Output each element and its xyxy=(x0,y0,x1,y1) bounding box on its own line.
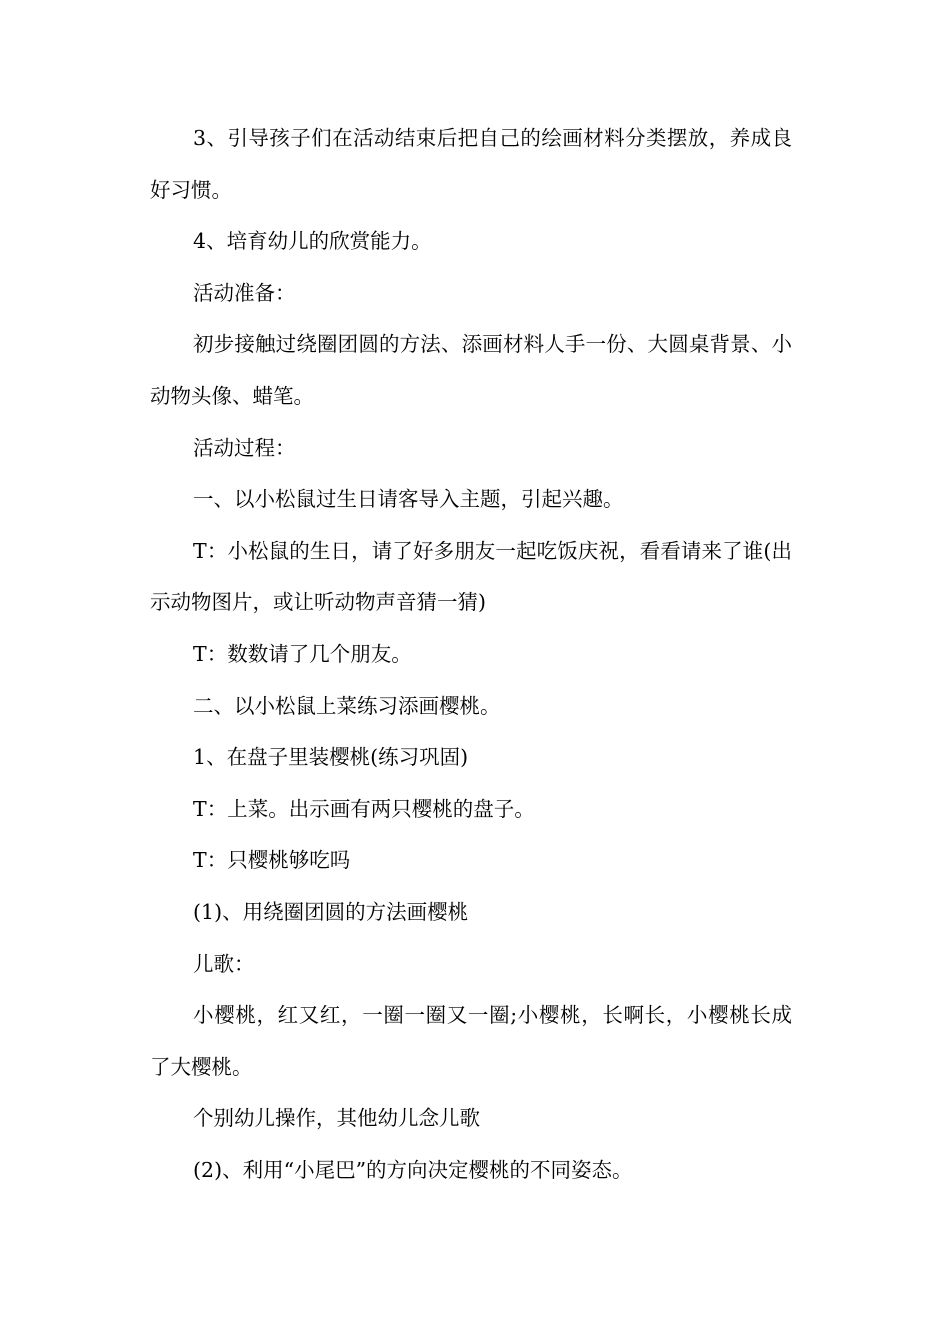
paragraph: 一、以小松鼠过生日请客导入主题，引起兴趣。 xyxy=(193,487,624,512)
paragraph: (2)、利用“小尾巴”的方向决定樱桃的不同姿态。 xyxy=(193,1157,633,1182)
paragraph: T：小松鼠的生日，请了好多朋友一起吃饭庆祝，看看请来了谁(出示动物图片，或让听动物声音猜一猜) xyxy=(150,538,792,615)
paragraph: 4、培育幼儿的欣赏能力。 xyxy=(193,229,432,254)
paragraph: 活动准备： xyxy=(193,280,296,305)
paragraph: 小樱桃，红又红，一圈一圈又一圈;小樱桃，长啊长，小樱桃长成了大樱桃。 xyxy=(150,1003,792,1079)
document-body xyxy=(150,113,792,1196)
paragraph: 二、以小松鼠上菜练习添画樱桃。 xyxy=(193,693,501,718)
paragraph: T：数数请了几个朋友。 xyxy=(193,641,412,666)
paragraph: 初步接触过绕圈团圆的方法、添画材料人手一份、大圆桌背景、小动物头像、蜡笔。 xyxy=(150,332,792,408)
paragraph: 3、引导孩子们在活动结束后把自己的绘画材料分类摆放，养成良好习惯。 xyxy=(150,126,792,202)
paragraph: 个别幼儿操作，其他幼儿念儿歌 xyxy=(193,1106,481,1131)
paragraph: 儿歌： xyxy=(193,951,255,976)
paragraph: T：只樱桃够吃吗 xyxy=(193,848,351,873)
paragraph: (1)、用绕圈团圆的方法画樱桃 xyxy=(193,899,469,924)
paragraph: 1、在盘子里装樱桃(练习巩固) xyxy=(193,745,469,770)
paragraph: T：上菜。出示画有两只樱桃的盘子。 xyxy=(193,796,535,821)
paragraph: 活动过程： xyxy=(193,435,296,460)
